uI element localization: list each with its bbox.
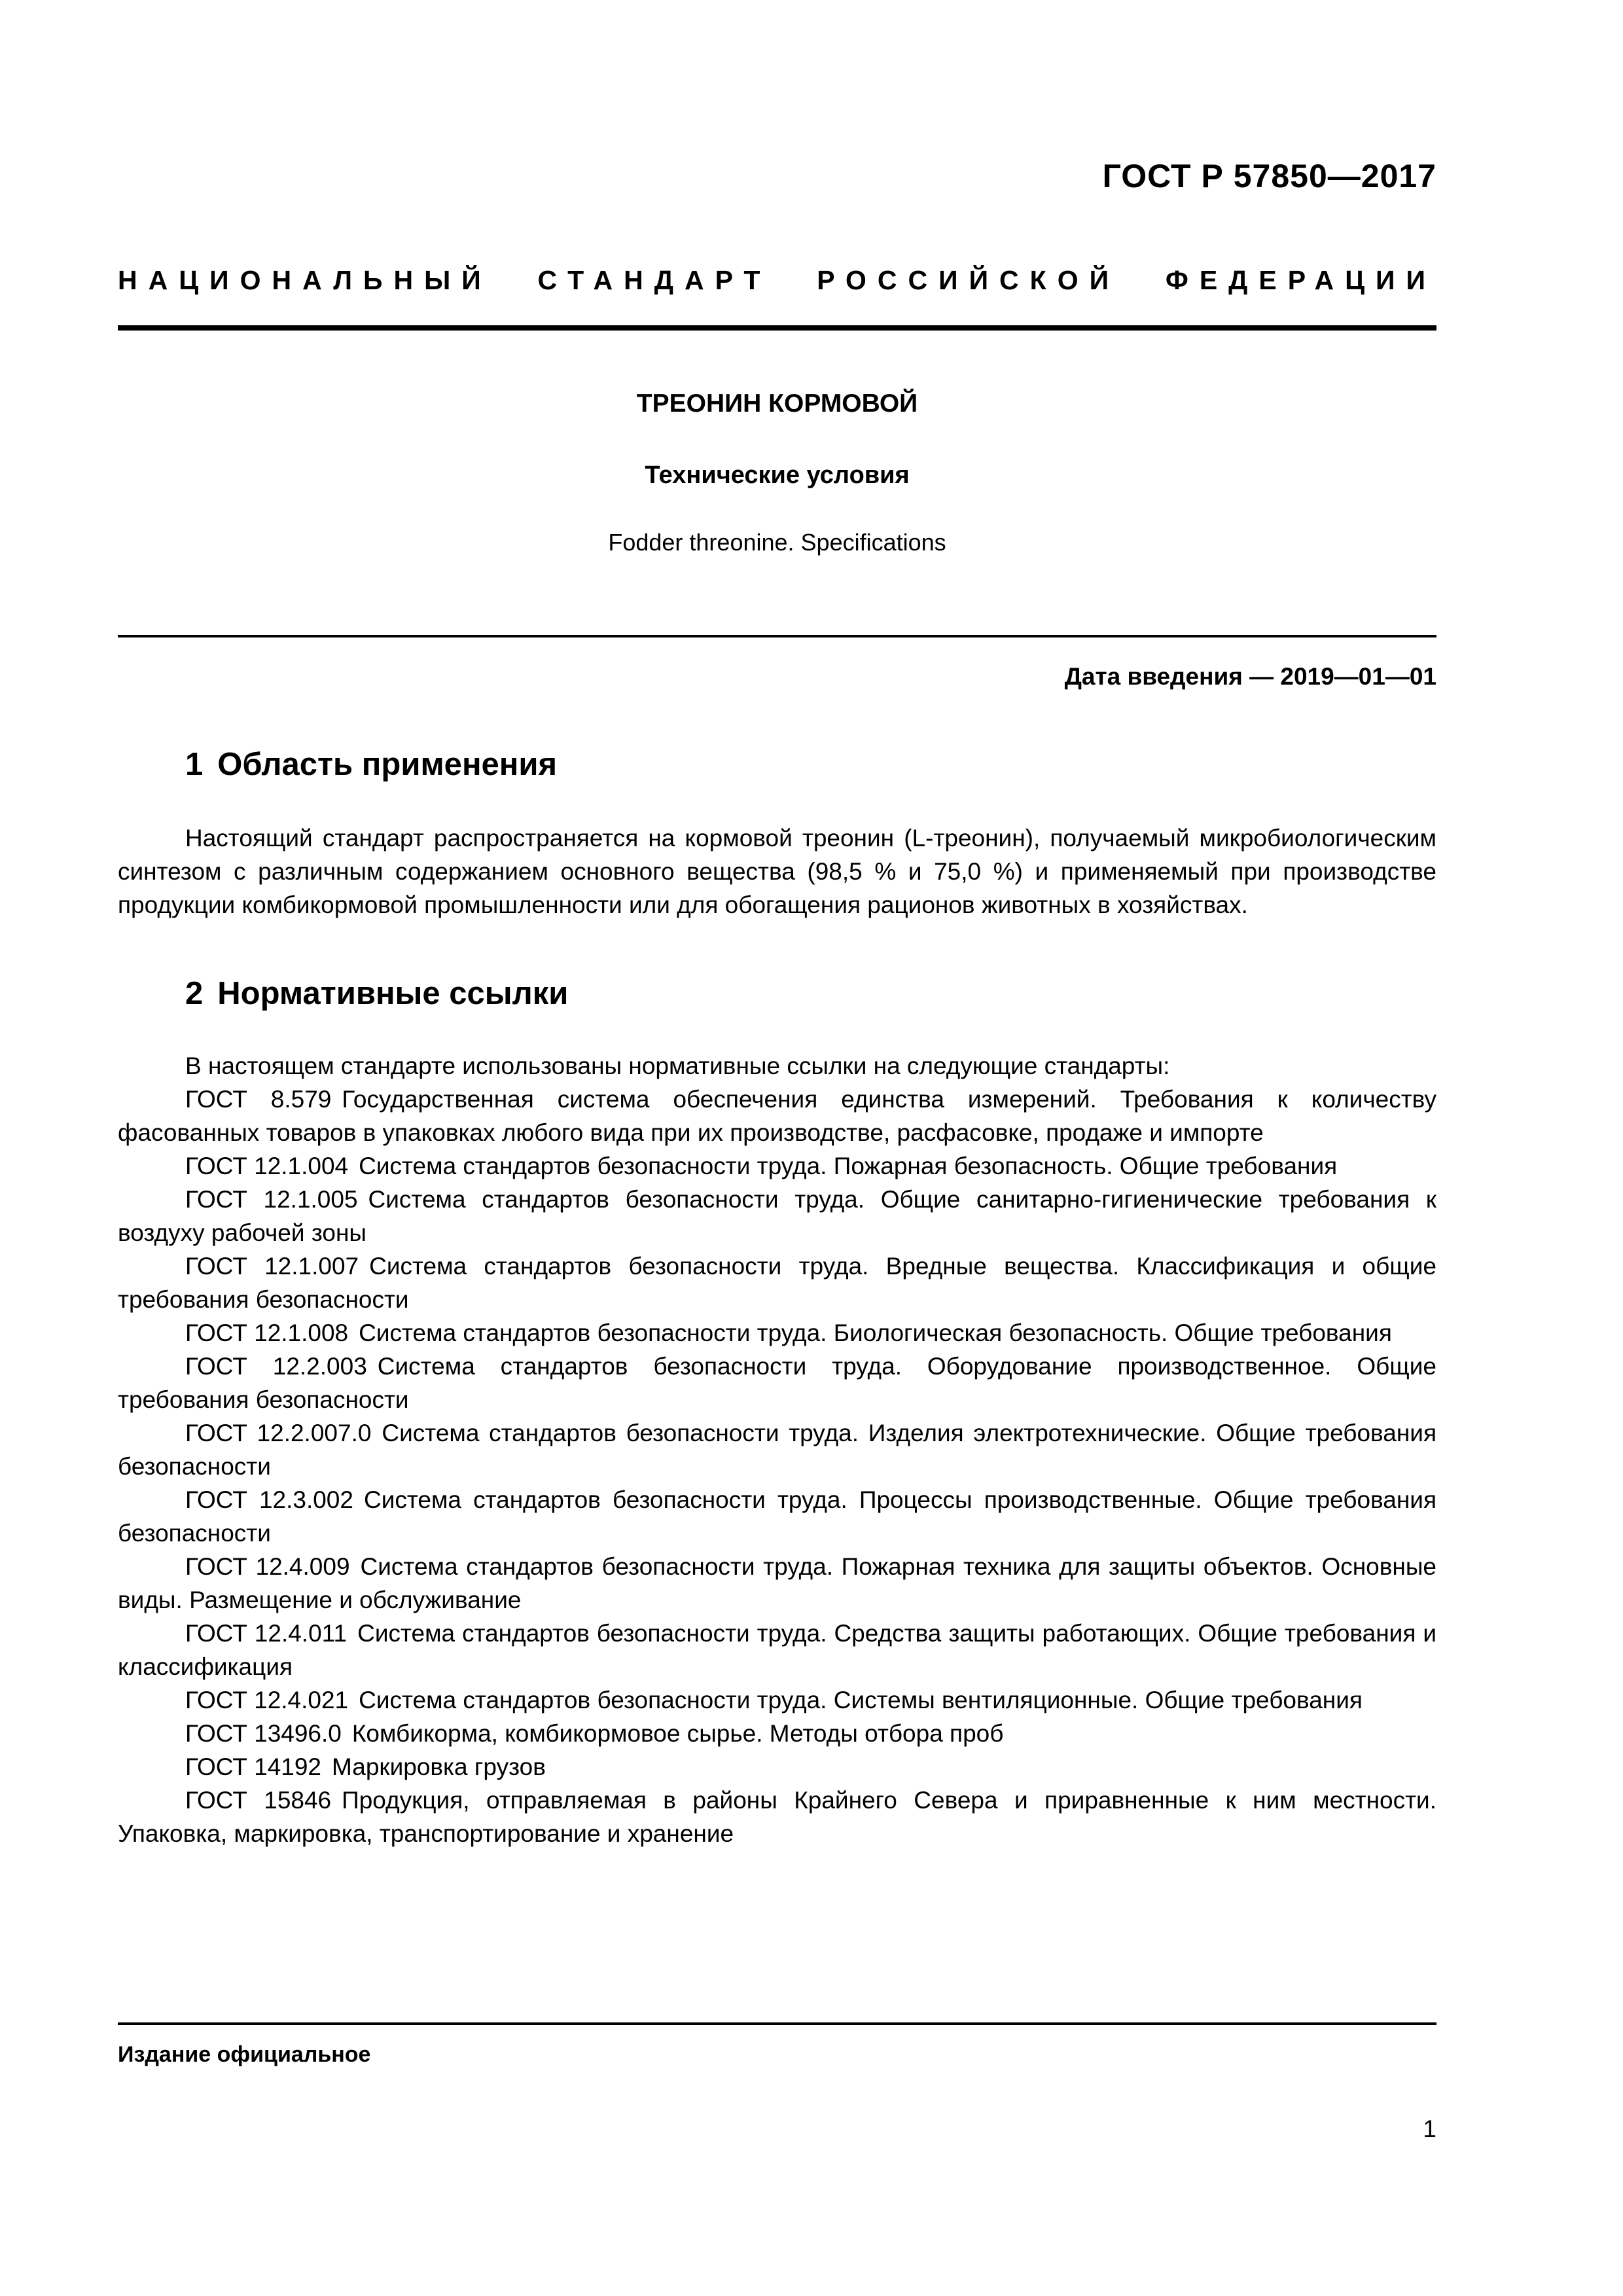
- reference-title: Государственная система обеспечения единства измерений. Требования к количеству фасованных товаров в упаковках любого вида при их производстве, расфасовке, продаже и импорте: [118, 1086, 1436, 1146]
- reference-item: [118, 1183, 1436, 1249]
- reference-code: ГОСТ 14192: [185, 1753, 321, 1780]
- reference-code: ГОСТ 12.1.007: [185, 1253, 359, 1280]
- header-word: СТАНДАРТ: [537, 265, 772, 295]
- reference-item: [118, 1784, 1436, 1850]
- references-intro: В настоящем стандарте использованы нормативные ссылки на следующие стандарты:: [185, 1052, 1170, 1079]
- section-number: 2: [185, 976, 204, 1011]
- reference-code: ГОСТ 12.2.007.0: [185, 1420, 372, 1446]
- scope-paragraph: Настоящий стандарт распространяется на кормовой треонин (L-треонин), получаемый микробиологическим синтезом с различным содержанием основного вещества (98,5 % и 75,0 %) и применяемый при производстве продукции комбикормовой промышленности или для обогащения рационов животных в хозяйствах.: [118, 825, 1436, 918]
- reference-code: ГОСТ 12.1.008: [185, 1319, 349, 1346]
- header-word: РОССИЙСКОЙ: [817, 265, 1120, 295]
- header-word: ФЕДЕРАЦИИ: [1165, 265, 1436, 295]
- section-heading-scope: [185, 746, 557, 783]
- reference-item: [118, 1249, 1436, 1316]
- reference-item: [118, 1149, 1436, 1183]
- reference-code: ГОСТ 12.1.005: [185, 1186, 358, 1213]
- section-heading-references: [185, 975, 568, 1012]
- reference-item: [118, 1083, 1436, 1149]
- reference-title: Система стандартов безопасности труда. Средства защиты работающих. Общие требования и классификация: [118, 1620, 1437, 1680]
- reference-title: Система стандартов безопасности труда. Пожарная техника для защиты объектов. Основные виды. Размещение и обслуживание: [118, 1553, 1436, 1613]
- header-word: НАЦИОНАЛЬНЫЙ: [118, 265, 492, 295]
- document-title: ТРЕОНИН КОРМОВОЙ: [636, 389, 918, 418]
- reference-title: Система стандартов безопасности труда. Вредные вещества. Классификация и общие требования безопасности: [118, 1253, 1436, 1313]
- reference-title: Система стандартов безопасности труда. Оборудование производственное. Общие требования безопасности: [118, 1353, 1436, 1413]
- reference-code: ГОСТ 13496.0: [185, 1720, 342, 1747]
- page-number: 1: [1423, 2115, 1436, 2142]
- reference-title: Система стандартов безопасности труда. Процессы производственные. Общие требования безопасности: [118, 1486, 1436, 1547]
- document-subtitle: Технические условия: [645, 461, 910, 489]
- reference-title: Продукция, отправляемая в районы Крайнего Севера и приравненные к ним местности. Упаковка, маркировка, транспортирование и хранение: [118, 1787, 1437, 1847]
- section-title: Область применения: [217, 747, 558, 782]
- reference-item: [118, 1717, 1436, 1750]
- reference-code: ГОСТ 12.4.009: [185, 1553, 350, 1580]
- reference-item: [118, 1617, 1436, 1683]
- edition-note: Издание официальное: [118, 2042, 371, 2067]
- reference-item: [118, 1483, 1436, 1550]
- reference-title: Система стандартов безопасности труда. Изделия электротехнические. Общие требования безопасности: [118, 1420, 1436, 1480]
- reference-title: Система стандартов безопасности труда. Системы вентиляционные. Общие требования: [359, 1687, 1363, 1713]
- reference-item: [118, 1683, 1436, 1717]
- introduction-date: Дата введения — 2019—01—01: [1064, 663, 1436, 690]
- footer-divider: [118, 2022, 1436, 2025]
- reference-code: ГОСТ 12.1.004: [185, 1153, 349, 1179]
- header-divider: [118, 325, 1436, 331]
- reference-code: ГОСТ 15846: [185, 1787, 332, 1814]
- reference-title: Комбикорма, комбикормовое сырье. Методы отбора проб: [351, 1720, 1004, 1747]
- reference-code: ГОСТ 12.2.003: [185, 1353, 367, 1380]
- references-list: [118, 1049, 1436, 1850]
- reference-item: [118, 1750, 1436, 1784]
- reference-code: ГОСТ 12.4.011: [185, 1620, 348, 1647]
- document-number: ГОСТ Р 57850—2017: [1102, 158, 1436, 194]
- reference-item: [118, 1316, 1436, 1350]
- reference-title: Маркировка грузов: [332, 1753, 546, 1780]
- reference-item: [118, 1350, 1436, 1416]
- reference-item: [118, 1550, 1436, 1617]
- reference-item: [118, 1416, 1436, 1483]
- section-title: Нормативные ссылки: [217, 976, 569, 1011]
- reference-code: ГОСТ 8.579: [185, 1086, 332, 1113]
- reference-title: Система стандартов безопасности труда. Биологическая безопасность. Общие требования: [359, 1319, 1392, 1346]
- section-number: 1: [185, 747, 204, 782]
- english-title: Fodder threonine. Specifications: [608, 529, 946, 556]
- reference-code: ГОСТ 12.4.021: [185, 1687, 349, 1713]
- national-standard-header: [118, 265, 1436, 296]
- title-divider: [118, 635, 1436, 637]
- reference-title: Система стандартов безопасности труда. Общие санитарно-гигиенические требования к воздуху рабочей зоны: [118, 1186, 1436, 1246]
- reference-title: Система стандартов безопасности труда. Пожарная безопасность. Общие требования: [359, 1153, 1338, 1179]
- reference-code: ГОСТ 12.3.002: [185, 1486, 353, 1513]
